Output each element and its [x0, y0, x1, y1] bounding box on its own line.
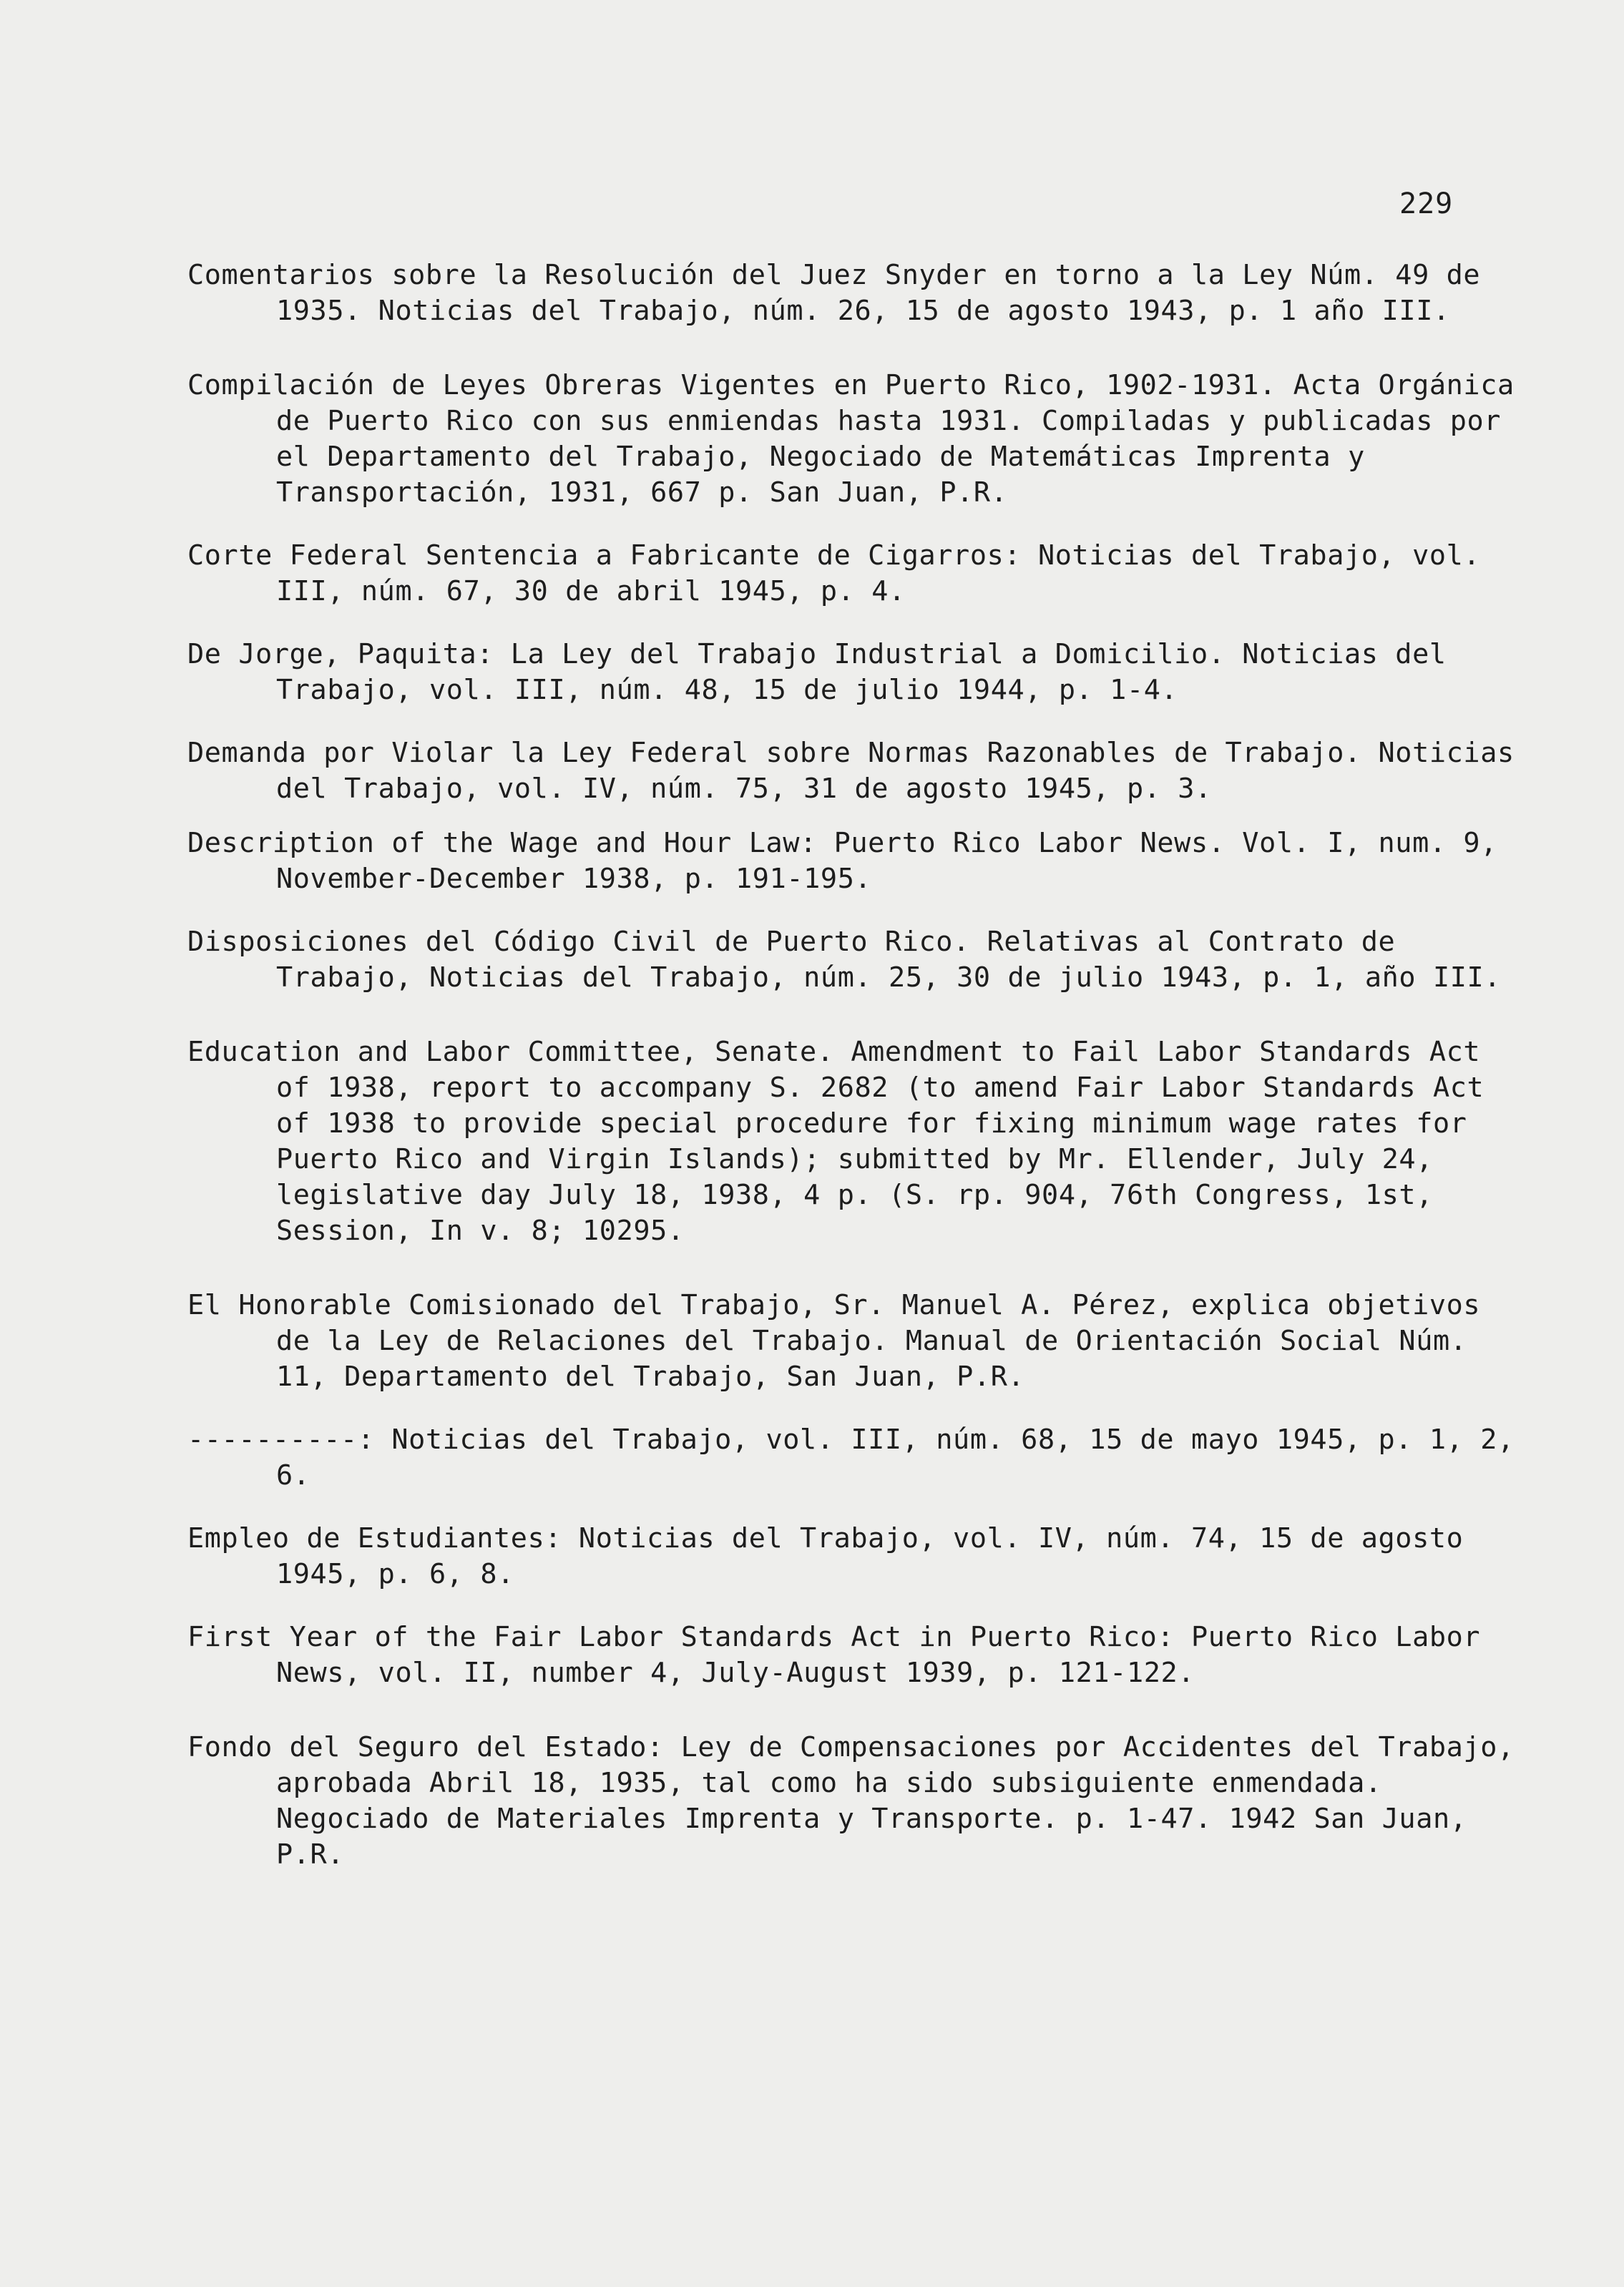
bibliography-list: [187, 258, 1518, 1873]
bibliography-entry: Empleo de Estudiantes: Noticias del Trabajo, vol. IV, núm. 74, 15 de agosto 1945, p. 6, 8.: [187, 1522, 1464, 1590]
bibliography-entry: Disposiciones del Código Civil de Puerto Rico. Relativas al Contrato de Trabajo, Noticias del Trabajo, núm. 25, 30 de julio 1943, p. 1, año III.: [187, 926, 1502, 994]
bibliography-entry: De Jorge, Paquita: La Ley del Trabajo Industrial a Domicilio. Noticias del Trabajo, vol. III, núm. 48, 15 de julio 1944, p. 1-4.: [187, 638, 1447, 706]
bibliography-entry: First Year of the Fair Labor Standards Act in Puerto Rico: Puerto Rico Labor News, vol. II, number 4, July-August 1939, p. 121-122.: [187, 1621, 1481, 1689]
bibliography-entry: Corte Federal Sentencia a Fabricante de Cigarros: Noticias del Trabajo, vol. III, núm. 67, 30 de abril 1945, p. 4.: [187, 539, 1481, 607]
bibliography-entry: Demanda por Violar la Ley Federal sobre Normas Razonables de Trabajo. Noticias del Trabajo, vol. IV, núm. 75, 31 de agosto 1945, p. 3.: [187, 737, 1515, 805]
bibliography-entry: Description of the Wage and Hour Law: Puerto Rico Labor News. Vol. I, num. 9, November-December 1938, p. 191-195.: [187, 827, 1497, 895]
bibliography-entry: Fondo del Seguro del Estado: Ley de Compensaciones por Accidentes del Trabajo, aprobada Abril 18, 1935, tal como ha sido subsiguiente enmendada. Negociado de Materiales Imprenta y Transporte. p. 1-47. 1942 San Juan, P.R.: [187, 1731, 1515, 1871]
bibliography-entry: Comentarios sobre la Resolución del Juez Snyder en torno a la Ley Núm. 49 de 1935. Noticias del Trabajo, núm. 26, 15 de agosto 1943, p. 1 año III.: [187, 259, 1481, 327]
bibliography-entry: El Honorable Comisionado del Trabajo, Sr. Manuel A. Pérez, explica objetivos de la Ley de Relaciones del Trabajo. Manual de Orientación Social Núm. 11, Departamento del Trabajo, San Juan, P.R.: [187, 1289, 1481, 1393]
bibliography-entry: Education and Labor Committee, Senate. Amendment to Fail Labor Standards Act of 1938, report to accompany S. 2682 (to amend Fair Labor Standards Act of 1938 to provide special procedure for fixing minimum wage rates for Puerto Rico and Virgin Islands); submitted by Mr. Ellender, July 24, legislative day July 18, 1938, 4 p. (S. rp. 904, 76th Congress, 1st, Session, In v. 8; 10295.: [187, 1036, 1484, 1247]
bibliography-entry: Compilación de Leyes Obreras Vigentes en Puerto Rico, 1902-1931. Acta Orgánica de Puerto Rico con sus enmiendas hasta 1931. Compiladas y publicadas por el Departamento del Trabajo, Negociado de Matemáticas Imprenta y Transportación, 1931, 667 p. San Juan, P.R.: [187, 369, 1515, 509]
bibliography-entry: ----------: Noticias del Trabajo, vol. III, núm. 68, 15 de mayo 1945, p. 1, 2, 6.: [187, 1424, 1515, 1492]
page-number: 229: [1399, 187, 1454, 220]
